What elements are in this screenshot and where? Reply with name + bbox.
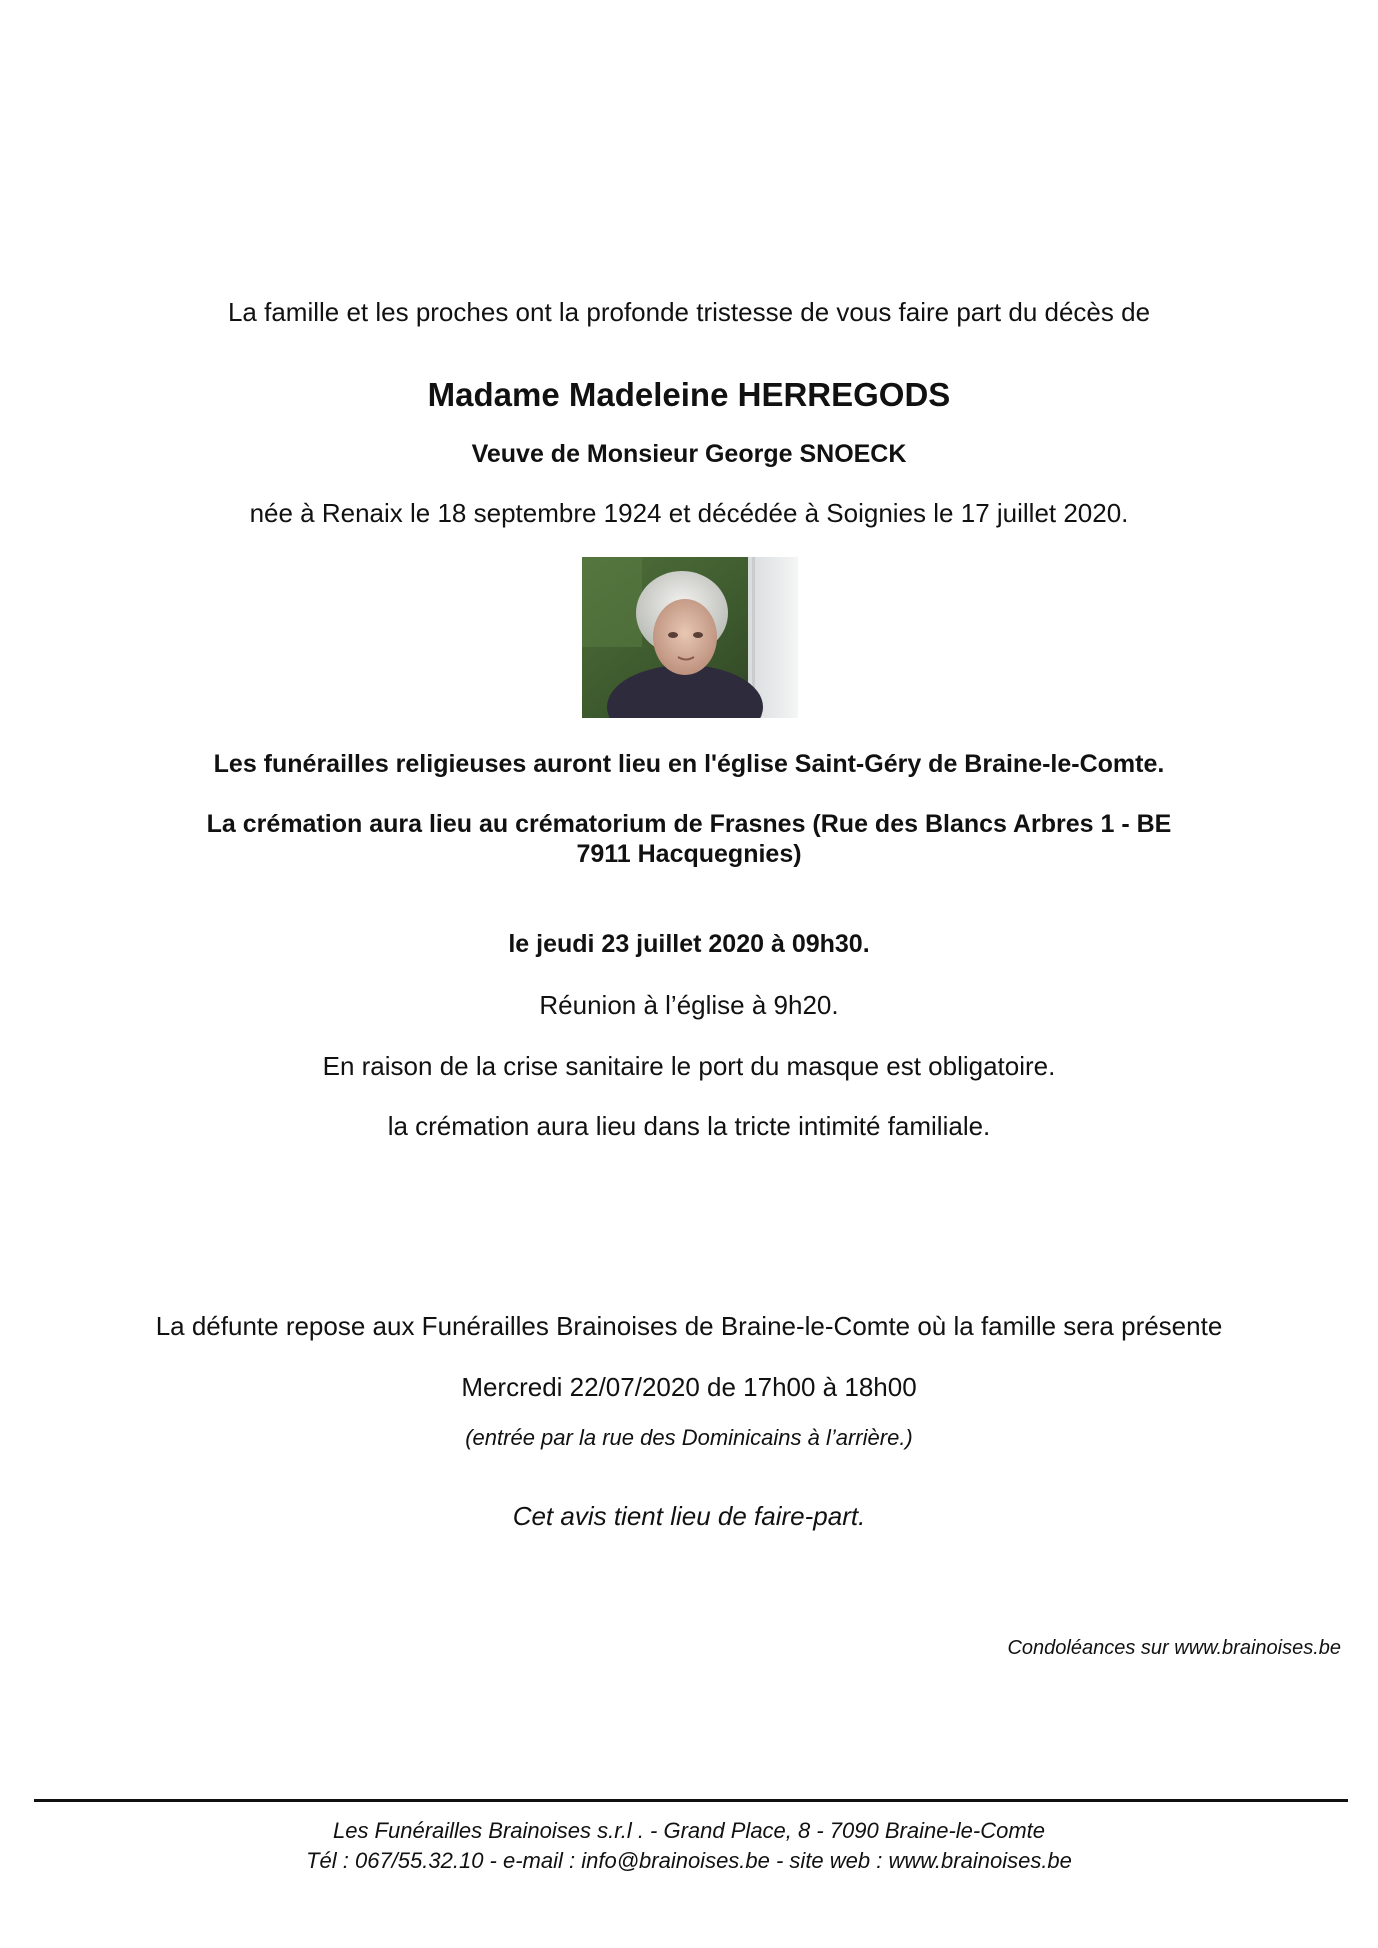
footer-divider [34,1799,1348,1802]
condolences-link-text: Condoléances sur www.brainoises.be [1007,1637,1341,1659]
deceased-name: Madame Madeleine HERREGODS [427,376,951,413]
mask-notice: En raison de la crise sanitaire le port du masque est obligatoire. [322,1051,1056,1081]
footer-address: Les Funérailles Brainoises s.r.l . - Grand Place, 8 - 7090 Braine-le-Comte [332,1818,1046,1843]
portrait-photo [582,557,798,718]
widow-of-text: Veuve de Monsieur George SNOECK [471,440,907,468]
birth-death-dates: née à Renaix le 18 septembre 1924 et décédée à Soignies le 17 juillet 2020. [249,498,1129,528]
funeral-info: Les funérailles religieuses auront lieu en l'église Saint-Géry de Braine-le-Comte. [213,750,1165,778]
cremation-line-1: La crémation aura lieu au crématorium de Frasnes (Rue des Blancs Arbres 1 - BE [206,810,1172,838]
cremation-info [0,809,1378,869]
visitation-location: La défunte repose aux Funérailles Brainoises de Braine-le-Comte où la famille sera présente [155,1311,1223,1341]
gathering-time: Réunion à l’église à 9h20. [539,990,839,1020]
intro-text: La famille et les proches ont la profonde tristesse de vous faire part du décès de [227,297,1151,327]
ceremony-date: le jeudi 23 juillet 2020 à 09h30. [508,930,870,958]
footer-contact: Tél : 067/55.32.10 - e-mail : info@brainoises.be - site web : www.brainoises.be [306,1848,1072,1873]
intimacy-notice: la crémation aura lieu dans la tricte intimité familiale. [387,1111,991,1141]
entrance-note: (entrée par la rue des Dominicains à l’arrière.) [465,1425,913,1450]
visitation-time: Mercredi 22/07/2020 de 17h00 à 18h00 [461,1372,917,1402]
portrait-image [582,557,798,718]
cremation-line-2: 7911 Hacquegnies) [576,840,802,868]
faire-part-notice: Cet avis tient lieu de faire-part. [512,1501,866,1531]
